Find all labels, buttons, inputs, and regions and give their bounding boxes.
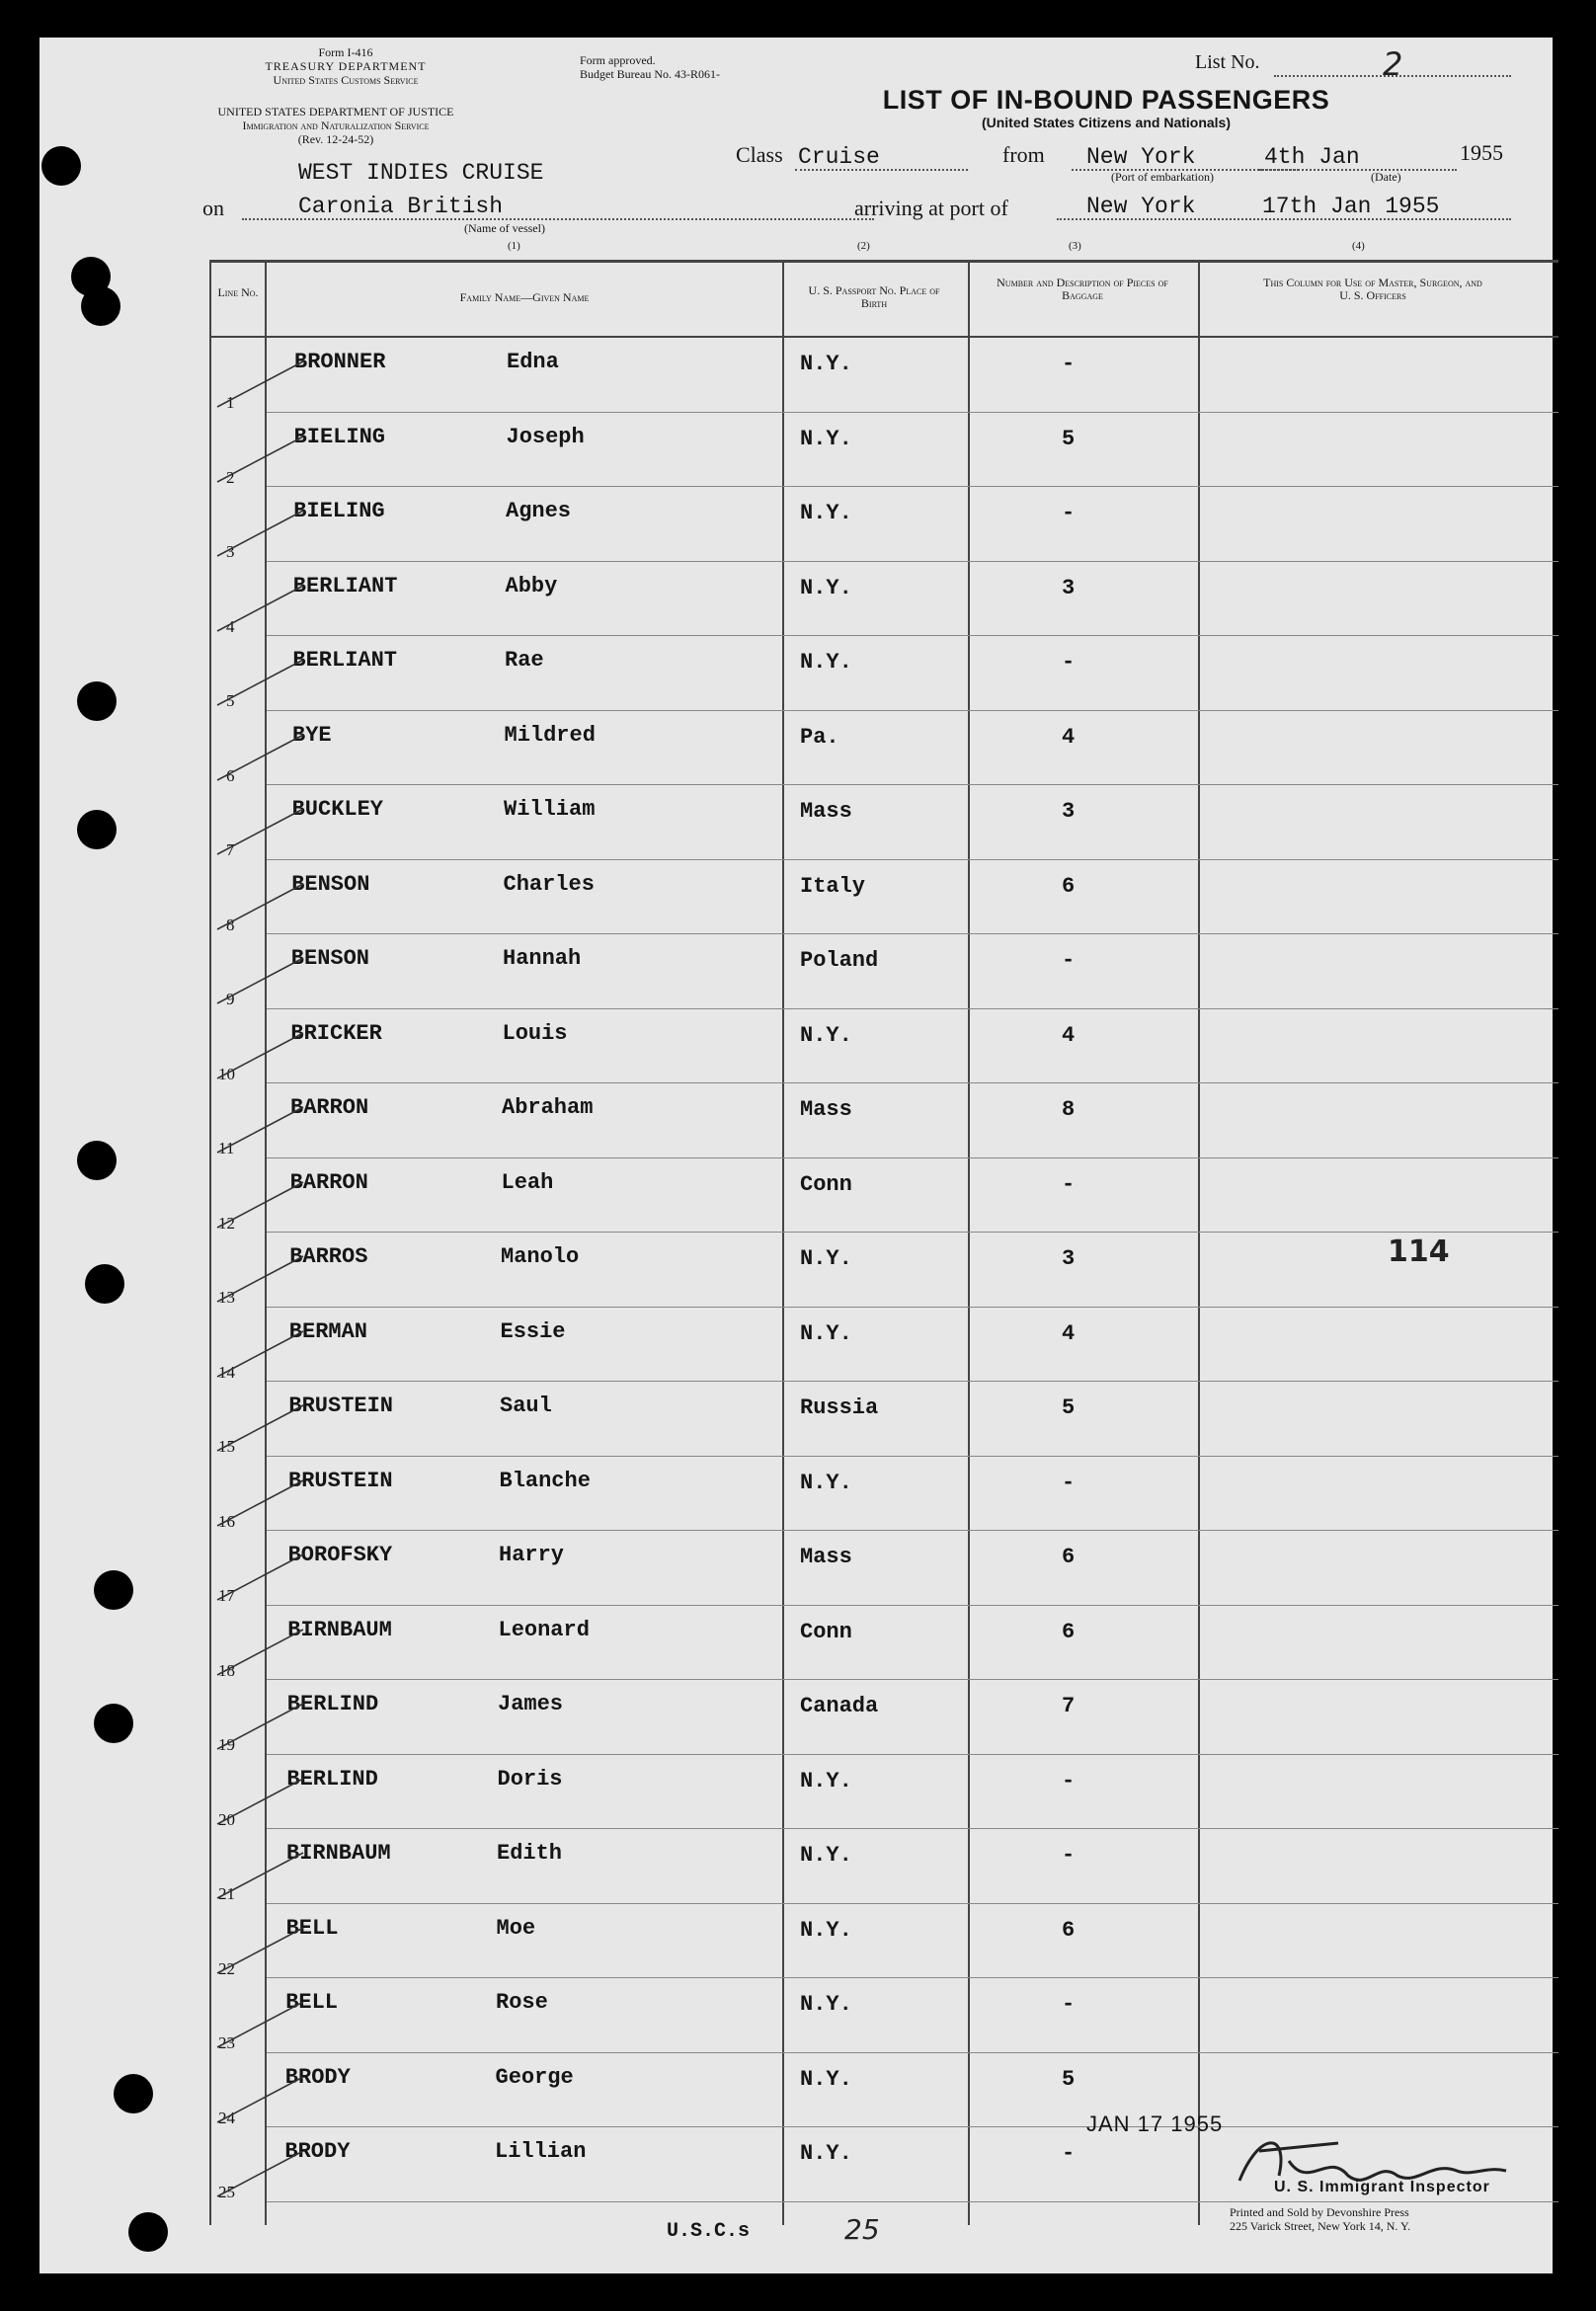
given-name: Blanche [499,1468,591,1493]
baggage-count: 3 [1062,799,1076,824]
cruise-name: WEST INDIES CRUISE [298,160,544,186]
family-name: BARROS [289,1244,368,1269]
given-name: George [495,2064,574,2090]
baggage-count: 3 [1062,575,1076,600]
baggage-count: - [1062,2141,1076,2166]
place-of-birth: Mass [800,1097,852,1122]
baggage-count: 6 [1062,1545,1076,1569]
line-number: 19 [218,1735,235,1754]
checkmark-icon [209,1325,318,1385]
customs-service: United States Customs Service [273,73,419,87]
table-row [40,413,1553,488]
baggage-count: - [1062,1843,1076,1868]
table-row [40,1382,1553,1457]
row-divider [267,2201,1558,2202]
table-row [40,711,1553,786]
binder-hole [128,2212,168,2252]
family-name: BELL [285,1990,338,2015]
table-row [40,1308,1553,1383]
line-number: 14 [218,1362,235,1382]
checkmark-icon [209,1399,318,1459]
given-name: Rose [496,1990,548,2015]
class-label: Class [736,142,783,167]
family-name: BARRON [290,1095,369,1120]
place-of-birth: Italy [800,873,866,899]
given-name: Saul [500,1394,552,1418]
place-of-birth: Mass [800,799,852,824]
baggage-count: 6 [1062,873,1076,899]
officer-note: 114 [1388,1235,1450,1269]
place-of-birth: N.Y. [800,1768,852,1793]
table-row [40,1158,1553,1234]
table-row [40,1233,1553,1308]
line-number: 3 [226,542,235,561]
table-row [40,1755,1553,1830]
line-number: 2 [226,467,235,487]
family-name: BERLIND [286,1766,378,1792]
date-line [1259,169,1457,171]
checkmark-icon [209,654,318,713]
binder-hole [77,1141,117,1180]
family-name: BERLIND [286,1692,379,1716]
arrival-stamp-date: JAN 17 1955 [1086,2112,1224,2136]
given-name: Edith [497,1841,563,1866]
baggage-count: 5 [1062,1395,1076,1420]
family-name: BRUSTEIN [288,1394,394,1418]
vessel-line [242,218,874,220]
line-number: 6 [226,765,235,785]
given-name: Joseph [506,424,585,449]
printer-line-2: 225 Varick Street, New York 14, N. Y. [1230,2219,1411,2233]
line-number: 23 [218,2033,235,2052]
given-name: Rae [505,648,544,673]
arrival-port: New York [1086,194,1196,219]
given-name: Abby [505,573,558,598]
place-of-birth: Conn [800,1171,852,1197]
checkmark-icon [209,878,318,937]
family-name: BARRON [289,1169,368,1195]
checkmark-icon [209,1624,318,1683]
checkmark-icon [209,803,318,862]
line-number: 8 [226,915,235,934]
checkmark-icon [209,2071,318,2130]
line-number: 20 [218,1809,235,1829]
checkmark-icon [209,1027,318,1086]
baggage-count: 6 [1062,1917,1076,1943]
baggage-count: - [1062,501,1076,525]
place-of-birth: N.Y. [800,2066,852,2092]
line-number: 11 [218,1139,235,1157]
baggage-count: 6 [1062,1619,1076,1644]
baggage-count: - [1062,1992,1076,2017]
col-ref-1: (1) [508,240,520,252]
checkmark-icon [209,580,318,639]
budget-bureau: Budget Bureau No. 43-R061- [580,67,720,81]
checkmark-icon [209,1698,318,1757]
date-caption: (Date) [1371,170,1401,184]
binder-hole [77,681,117,721]
place-of-birth: N.Y. [800,426,852,451]
vessel-name: Caronia British [298,194,504,219]
given-name: William [504,797,596,822]
baggage-count: - [1062,1768,1076,1793]
line-number: 17 [218,1586,235,1605]
family-name: BYE [292,722,332,748]
place-of-birth: Mass [800,1545,852,1569]
family-name: BIRNBAUM [287,1617,392,1642]
binder-hole [94,1570,133,1610]
arrival-line [1057,218,1511,220]
table-row [40,562,1553,637]
table-row [40,785,1553,860]
family-name: BERMAN [288,1318,368,1344]
checkmark-icon [209,1922,318,1981]
family-name: BRODY [284,2064,351,2090]
table-row [40,2053,1553,2128]
place-of-birth: Poland [800,948,879,973]
checkmark-icon [209,356,318,415]
table-row [40,636,1553,711]
family-name: BRUSTEIN [288,1468,393,1493]
family-name: BRODY [284,2139,351,2164]
arrival-date: 17th Jan 1955 [1262,194,1440,219]
line-number: 21 [218,1884,235,1903]
baggage-count: 4 [1062,1022,1076,1048]
table-row [40,934,1553,1009]
form-number: Form I-416 [318,45,373,59]
family-name: BENSON [290,946,370,971]
binder-hole [77,810,117,849]
table-row [40,487,1553,562]
revision-date: (Rev. 12-24-52) [297,132,374,146]
given-name: Edna [507,350,559,374]
embarkation-caption: (Port of embarkation) [1111,170,1214,184]
line-number: 13 [218,1288,235,1307]
header-passport: U. S. Passport No. Place of Birth [808,283,940,310]
given-name: Charles [503,871,595,897]
family-name: BERLIANT [292,573,398,598]
on-label: on [202,196,224,220]
list-no-value: 2 [1383,45,1403,83]
header-baggage: Number and Description of Pieces of Baggage [997,276,1168,302]
family-name: BERLIANT [292,648,398,673]
binder-hole [94,1704,133,1743]
checkmark-icon [209,1549,318,1608]
line-number: 24 [218,2108,235,2127]
baggage-count: 4 [1062,1320,1076,1346]
checkmark-icon [209,1773,318,1832]
arriving-label: arriving at port of [854,196,1008,220]
given-name: Leonard [498,1617,590,1642]
line-number: 4 [226,616,235,636]
table-row [40,1680,1553,1755]
checkmark-icon [209,1101,318,1160]
total-count: 25 [844,2213,880,2246]
table-row [40,1606,1553,1681]
given-name: Abraham [502,1095,594,1120]
line-number: 5 [226,691,235,710]
given-name: Louis [502,1020,568,1046]
place-of-birth: Conn [800,1619,852,1644]
class-value: Cruise [798,144,880,170]
given-name: Hannah [503,946,582,971]
class-line [795,169,968,171]
given-name: Lillian [495,2139,587,2164]
given-name: Essie [500,1318,566,1344]
checkmark-icon [209,505,318,564]
printer-line-1: Printed and Sold by Devonshire Press [1230,2205,1409,2219]
checkmark-icon [209,1847,318,1906]
total-prefix: U.S.C.s [667,2220,751,2243]
header-line-no: Line No. [217,285,259,299]
col-ref-3: (3) [1069,240,1081,252]
given-name: Harry [499,1543,565,1567]
family-name: BENSON [291,871,370,897]
family-name: BIRNBAUM [286,1841,391,1866]
place-of-birth: N.Y. [800,1022,852,1048]
baggage-count: - [1062,1171,1076,1197]
header-name: Family Name—Given Name [459,290,590,304]
family-name: BRICKER [290,1020,382,1046]
baggage-count: - [1062,352,1076,376]
table-row [40,860,1553,935]
place-of-birth: N.Y. [800,2141,852,2166]
checkmark-icon [209,952,318,1011]
departure-year: 1955 [1460,140,1503,165]
line-number: 7 [226,840,235,859]
baggage-count: 8 [1062,1097,1076,1122]
place-of-birth: N.Y. [800,1917,852,1943]
table-row [40,1904,1553,1979]
line-number: 1 [226,393,235,412]
family-name: BELL [285,1915,339,1941]
baggage-count: 7 [1062,1694,1076,1718]
list-no-label: List No. [1195,51,1260,73]
place-of-birth: N.Y. [800,575,852,600]
line-number: 10 [218,1064,235,1083]
baggage-count: 3 [1062,1246,1076,1271]
given-name: Mildred [504,722,596,748]
binder-hole [41,146,81,186]
table-row [40,1083,1553,1158]
place-of-birth: N.Y. [800,1470,852,1495]
line-number: 18 [218,1660,235,1680]
ins-service: Immigration and Naturalization Service [242,119,430,132]
from-label: from [1002,142,1045,167]
line-number: 16 [218,1511,235,1531]
checkmark-icon [209,1474,318,1534]
inspector-caption: U. S. Immigrant Inspector [1274,2179,1490,2195]
table-row [40,1978,1553,2053]
binder-hole [81,286,120,326]
place-of-birth: N.Y. [800,1843,852,1868]
place-of-birth: N.Y. [800,352,852,376]
place-of-birth: N.Y. [800,1246,852,1271]
family-name: BUCKLEY [291,797,384,822]
place-of-birth: N.Y. [800,650,852,675]
line-number: 12 [218,1213,235,1233]
manifest-page [40,38,1553,2273]
table-row [40,1531,1553,1606]
checkmark-icon [209,431,318,490]
place-of-birth: Russia [800,1395,879,1420]
given-name: Moe [496,1915,536,1941]
baggage-count: - [1062,650,1076,675]
col-ref-2: (2) [857,240,870,252]
given-name: James [498,1692,564,1716]
checkmark-icon [209,1996,318,2055]
place-of-birth: N.Y. [800,1992,852,2017]
line-number: 22 [218,1958,235,1978]
department-of-justice: UNITED STATES DEPARTMENT OF JUSTICE [217,105,454,119]
given-name: Leah [501,1169,554,1195]
place-of-birth: N.Y. [800,1320,852,1346]
baggage-count: - [1062,948,1076,973]
place-of-birth: N.Y. [800,501,852,525]
binder-hole [85,1264,124,1304]
departure-date: 4th Jan [1264,144,1360,170]
form-approved: Form approved. [580,53,656,67]
line-number: 25 [218,2183,235,2201]
family-name: BIELING [293,499,385,523]
document-subtitle: (United States Citizens and Nationals) [981,115,1232,130]
from-value: New York [1086,144,1196,170]
header-officers: This Column for Use of Master, Surgeon, and U. S. Officers [1263,276,1482,302]
line-number: 9 [226,990,235,1008]
baggage-count: 4 [1062,724,1076,750]
family-name: BIELING [293,424,386,449]
binder-hole [114,2074,153,2113]
checkmark-icon [209,729,318,788]
line-number: 15 [218,1437,235,1456]
table-row [40,1457,1553,1532]
given-name: Agnes [506,499,572,523]
document-title: LIST OF IN-BOUND PASSENGERS [882,85,1330,115]
checkmark-icon [209,1250,318,1310]
checkmark-icon [209,2145,318,2204]
table-row [40,1009,1553,1084]
given-name: Doris [497,1766,563,1792]
vessel-caption: (Name of vessel) [464,221,545,235]
table-row [40,338,1553,413]
family-name: BRONNER [294,350,386,374]
given-name: Manolo [501,1244,580,1269]
table-top-rule [209,260,1558,263]
place-of-birth: Pa. [800,724,839,750]
place-of-birth: Canada [800,1694,879,1718]
checkmark-icon [209,1176,318,1235]
baggage-count: - [1062,1470,1076,1495]
col-ref-4: (4) [1352,240,1365,252]
table-row [40,1829,1553,1904]
baggage-count: 5 [1062,426,1076,451]
baggage-count: 5 [1062,2066,1076,2092]
treasury-department: TREASURY DEPARTMENT [265,59,427,73]
family-name: BOROFSKY [287,1543,393,1567]
